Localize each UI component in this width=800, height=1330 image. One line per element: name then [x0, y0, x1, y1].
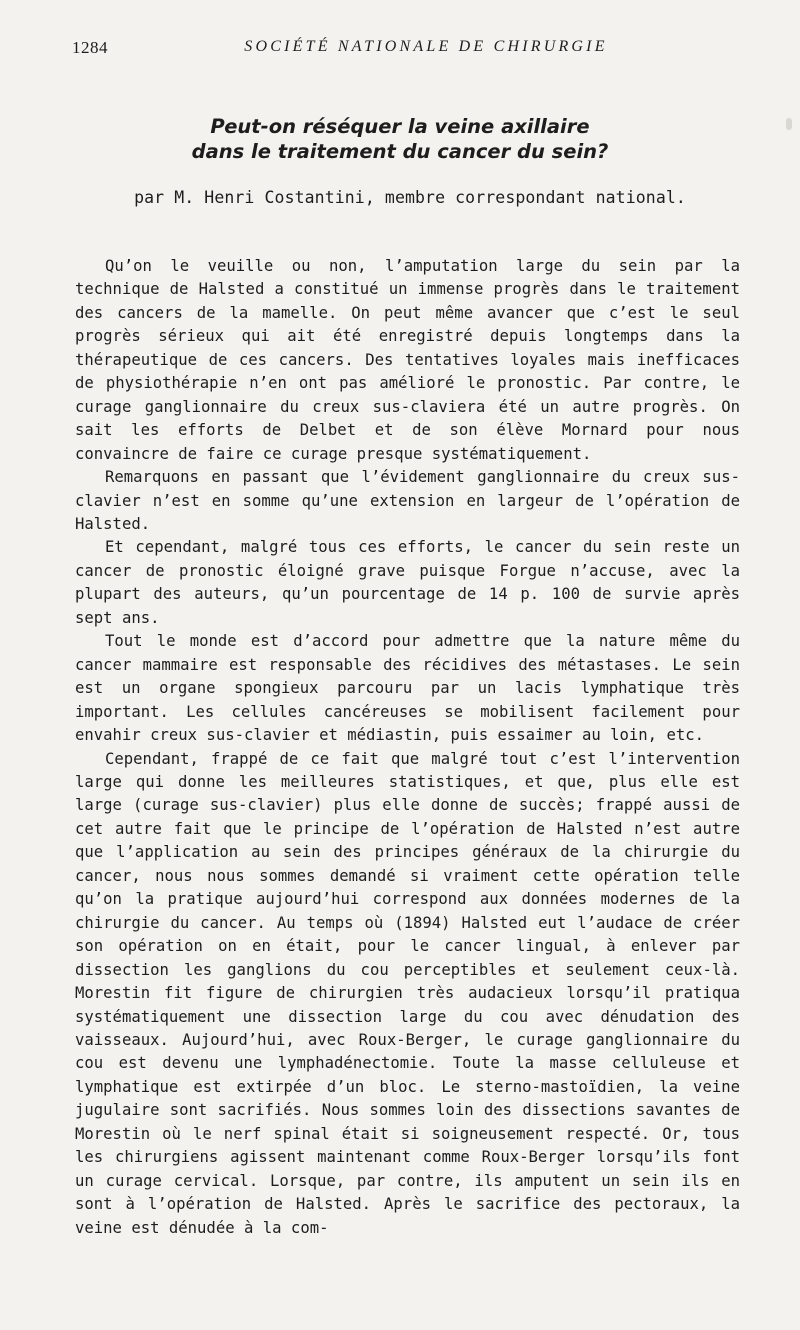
- scan-mark: [786, 118, 792, 130]
- paragraph: Tout le monde est d’accord pour admettre que la nature même du cancer mammaire est responsable des récidives des métastases. Le sein est un organe spongieux parcouru par un lacis lymphatique très important. Les cellules cancéreuses se mobilisent facilement pour envahir creux sus-clavier et médiastin, puis essaimer au loin, etc.: [75, 632, 740, 745]
- author-byline: par M. Henri Costantini, membre correspondant national.: [134, 188, 686, 207]
- paragraph: Et cependant, malgré tous ces efforts, le cancer du sein reste un cancer de pronostic éloigné grave puisque Forgue n’accuse, avec la plupart des auteurs, qu’un pourcentage de 14 p. 100 de survie après sept ans.: [75, 538, 740, 627]
- page-number: 1284: [72, 38, 108, 57]
- running-head: [72, 38, 740, 60]
- journal-title: SOCIÉTÉ NATIONALE DE CHIRURGIE: [244, 38, 608, 55]
- paragraph: Cependant, frappé de ce fait que malgré tout c’est l’intervention large qui donne les meilleures statistiques, et que, plus elle est large (curage sus-clavier) plus elle donne de succès; frappé aussi de cet autre fait que le principe de l’opération de Halsted n’est autre que l’application au sein des principes généraux de la chirurgie du cancer, nous nous sommes demandé si vraiment cette opération telle qu’on la pratique aujourd’hui correspond aux données modernes de la chirurgie du cancer. Au temps où (1894) Halsted eut l’audace de créer son opération on en était, pour le cancer lingual, à enlever par dissection les ganglions du cou perceptibles et seulement ceux-là. Morestin fit figure de chirurgien très audacieux lorsqu’il pratiqua systématiquement une dissection large du cou avec dénudation des vaisseaux. Aujourd’hui, avec Roux-Berger, le curage ganglionnaire du cou est devenu une lymphadénectomie. Toute la masse celluleuse et lymphatique est extirpée d’un bloc. Le sterno-mastoïdien, la veine jugulaire sont sacrifiés. Nous sommes loin des dissections savantes de Morestin où le nerf spinal était si soigneusement respecté. Or, tous les chirurgiens agissent maintenant comme Roux-Berger lorsqu’ils font un curage cervical. Lorsque, par contre, ils amputent un sein ils en sont à l’opération de Halsted. Après le sacrifice des pectoraux, la veine est dénudée à la com-: [75, 749, 740, 1237]
- article-title: [100, 114, 700, 164]
- article-title-line-2: dans le traitement du cancer du sein?: [191, 140, 609, 163]
- paragraph: Remarquons en passant que l’évidement ganglionnaire du creux sus-clavier n’est en somme qu’une extension en largeur de l’opération de Halsted.: [75, 468, 740, 533]
- article-body: [75, 255, 740, 1240]
- paragraph: Qu’on le veuille ou non, l’amputation large du sein par la technique de Halsted a constitué un immense progrès dans le traitement des cancers de la mamelle. On peut même avancer que c’est le seul progrès sérieux qui ait été enregistré depuis longtemps dans la thérapeutique de ces cancers. Des tentatives loyales mais inefficaces de physiothérapie n’en ont pas amélioré le pronostic. Par contre, le curage ganglionnaire du creux sus-claviera été un autre progrès. On sait les efforts de Delbet et de son élève Mornard pour nous convaincre de faire ce curage presque systématiquement.: [75, 257, 740, 463]
- article-title-line-1: Peut-on réséquer la veine axillaire: [210, 115, 590, 138]
